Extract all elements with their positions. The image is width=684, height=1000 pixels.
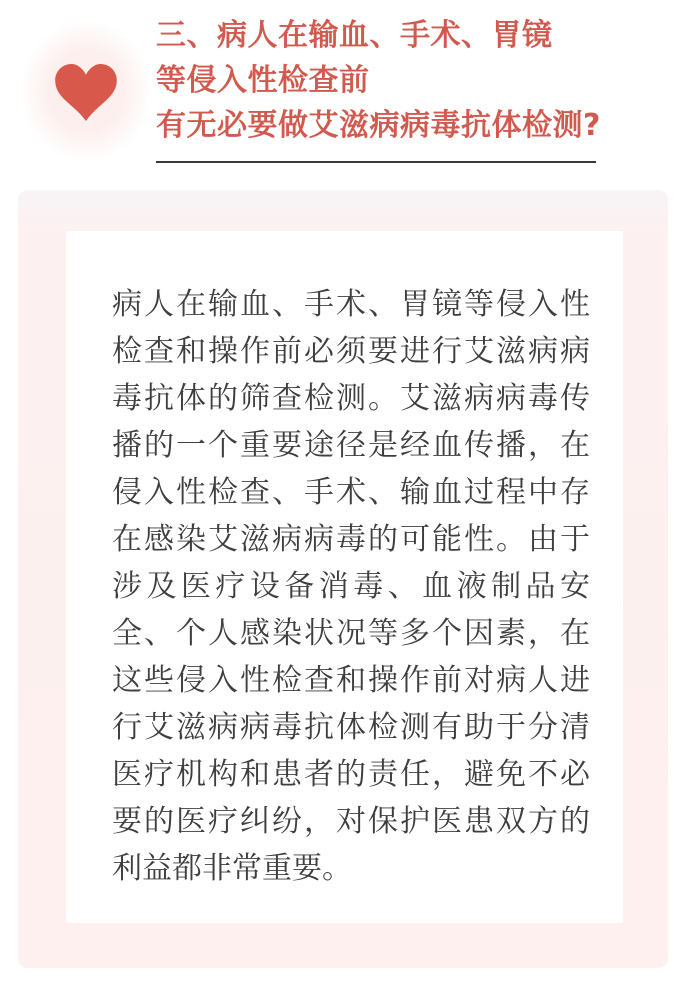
heart-icon-shape (55, 64, 117, 121)
body-paragraph (66, 231, 623, 892)
title-line-2: 等侵入性检查前 (156, 63, 370, 98)
text-line: 要的医疗纠纷，对保护医患双方的 (112, 804, 590, 839)
title-underline (156, 161, 596, 163)
text-line: 这些侵入性检查和操作前对病人进 (112, 663, 590, 698)
text-line: 侵入性检查、手术、输血过程中存 (112, 475, 590, 510)
heart-icon (55, 64, 117, 121)
title-line-1: 三、病人在输血、手术、胃镜 (156, 18, 553, 53)
inner-card (66, 231, 623, 923)
content-card (18, 190, 668, 968)
text-line: 播的一个重要途径是经血传播，在 (112, 428, 590, 463)
heart-blob (20, 20, 152, 162)
text-line: 全、个人感染状况等多个因素，在 (112, 616, 590, 651)
text-line: 行艾滋病病毒抗体检测有助于分清 (112, 710, 590, 745)
text-line: 医疗机构和患者的责任，避免不必 (112, 757, 590, 792)
title-line-3: 有无必要做艾滋病病毒抗体检测? (156, 108, 601, 143)
text-line: 毒抗体的筛查检测。艾滋病病毒传 (112, 381, 590, 416)
page-title (156, 13, 636, 148)
text-line: 利益都非常重要。 (112, 851, 352, 886)
text-line: 在感染艾滋病病毒的可能性。由于 (112, 522, 590, 557)
text-line: 病人在输血、手术、胃镜等侵入性 (112, 287, 590, 322)
text-line: 涉及医疗设备消毒、血液制品安 (112, 569, 590, 604)
text-line: 检查和操作前必须要进行艾滋病病 (112, 334, 590, 369)
